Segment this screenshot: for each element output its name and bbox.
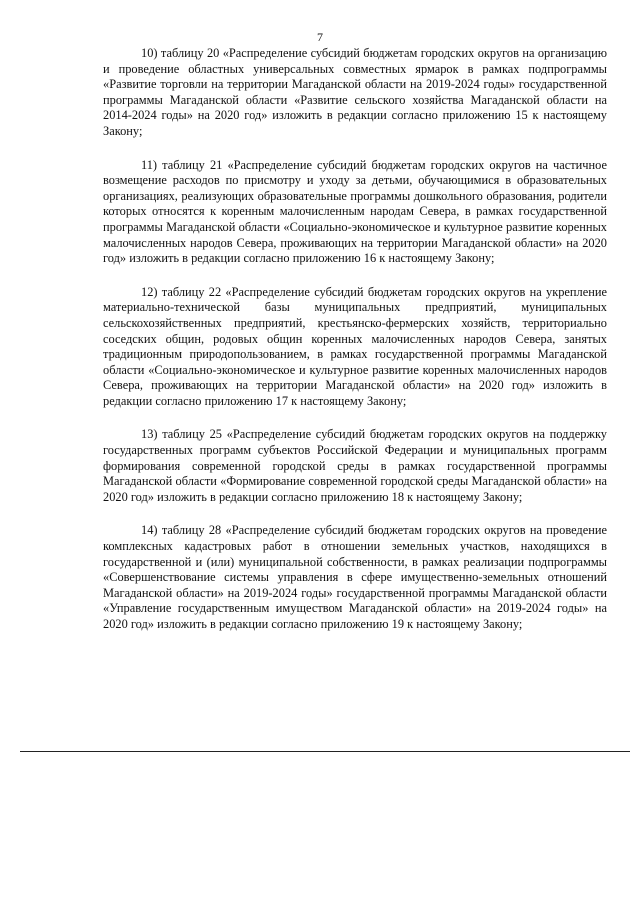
page-number: 7 bbox=[317, 30, 323, 44]
paragraph-item-14: 14) таблицу 28 «Распределение субсидий бюджетам городских округов на проведение комплексных кадастровых работ в отношении земельных участков, находящихся в государственной и (или) муниципальной собственности, в рамках реализации подпрограммы «Совершенствование системы управления в сфере имущественно-земельных отношений Магаданской области» на 2019-2024 годы» государственной программы Магаданской области «Управление государственным имуществом Магаданской области» на 2019-2024 годы» на 2020 год» изложить в редакции согласно приложению 19 к настоящему Закону; bbox=[103, 523, 607, 631]
paragraph-item-11: 11) таблицу 21 «Распределение субсидий бюджетам городских округов на частичное возмещение расходов по присмотру и уходу за детьми, обучающимися в образовательных организациях, реализующих образовательные программы дошкольного образования, родители которых относятся к коренным малочисленным народам Севера, в рамках государственной программы Магаданской области «Социально-экономическое и культурное развитие коренных малочисленных народов Севера, проживающих на территории Магаданской области» на 2020 год» изложить в редакции согласно приложению 16 к настоящему Закону; bbox=[103, 157, 607, 266]
paragraph-item-12: 12) таблицу 22 «Распределение субсидий бюджетам городских округов на укрепление материально-технической базы муниципальных предприятий, муниципальных сельскохозяйственных предприятий, крестьянско-фермерских хозяйств, территориально соседских общин, родовых общин коренных малочисленных народов Севера, занятых традиционным природопользованием, в рамках государственной программы Магаданской области «Социально-экономическое и культурное развитие коренных малочисленных народов Севера, проживающих на территории Магаданской области» на 2020 год» изложить в редакции согласно приложению 17 к настоящему Закону; bbox=[103, 284, 607, 408]
page-bottom-divider bbox=[20, 751, 630, 752]
paragraph-item-10: 10) таблицу 20 «Распределение субсидий бюджетам городских округов на организацию и проведение областных универсальных совместных ярмарок в рамках подпрограммы «Развитие торговли на территории Магаданской области на 2019-2024 годы» государственной программы Магаданской области «Развитие сельского хозяйства Магаданской области на 2014-2024 годы» на 2020 год» изложить в редакции согласно приложению 15 к настоящему Закону; bbox=[103, 46, 607, 138]
document-body bbox=[103, 46, 607, 651]
paragraph-item-13: 13) таблицу 25 «Распределение субсидий бюджетам городских округов на поддержку государственных программ субъектов Российской Федерации и муниципальных программ формирования современной городской среды в рамках государственной программы Магаданской области «Формирование современной городской среды Магаданской области» на 2020 год» изложить в редакции согласно приложению 18 к настоящему Закону; bbox=[103, 427, 607, 504]
